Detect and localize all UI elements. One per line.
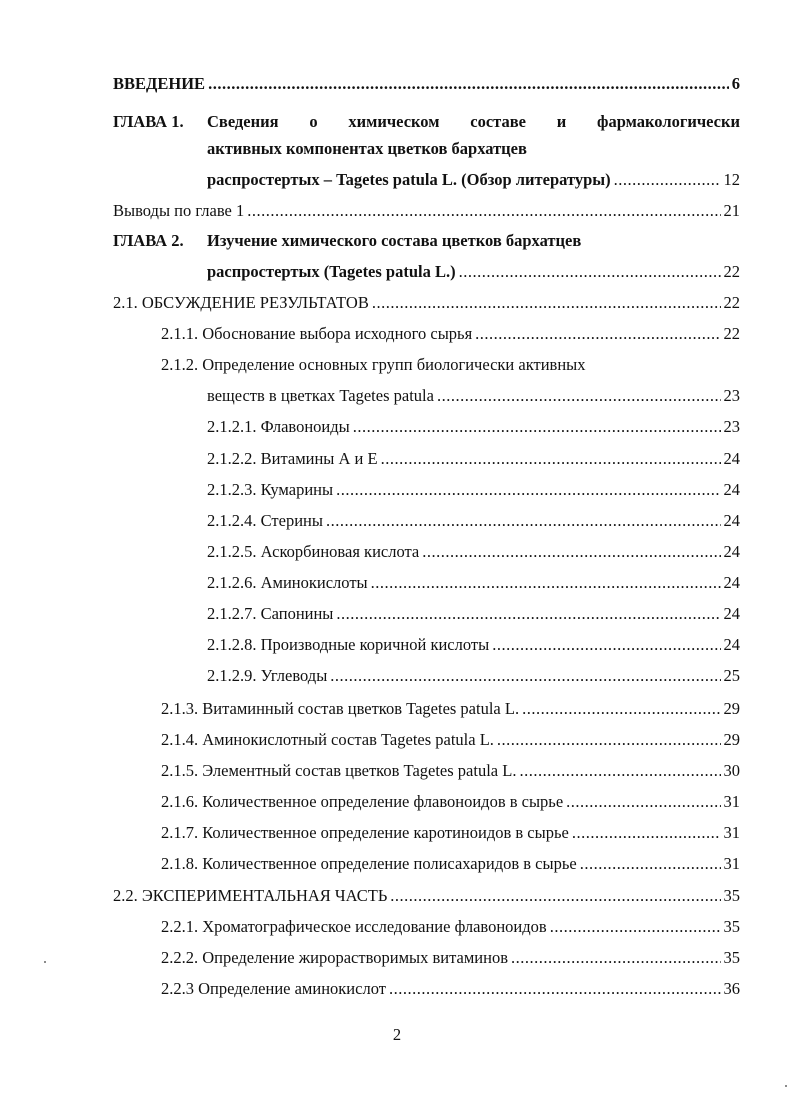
page-number: 2 <box>392 1025 402 1044</box>
toc-entry-title: 2.1.7. Количественное определение каротиноидов в сырье <box>161 823 569 842</box>
toc-entry-title: 2.1. ОБСУЖДЕНИЕ РЕЗУЛЬТАТОВ <box>113 293 369 312</box>
dot-leader <box>326 508 721 534</box>
toc-entry-page: 22 <box>723 262 740 281</box>
toc-entry-page: 21 <box>723 201 740 220</box>
toc-entry-page: 24 <box>723 604 740 623</box>
toc-entry-title: 2.1.2.3. Кумарины <box>207 480 334 499</box>
toc-entry-title: распростертых – Tagetes patula L. (Обзор литературы) <box>207 170 611 189</box>
toc-entry-intro[interactable] <box>0 71 740 97</box>
toc-entry-page: 31 <box>723 792 740 811</box>
toc-entry-page: 35 <box>723 886 740 905</box>
toc-entry-page: 30 <box>723 761 740 780</box>
toc-entry-title: 2.1.2.1. Флавоноиды <box>207 417 350 436</box>
dot-leader <box>371 570 721 596</box>
toc-entry-page: 29 <box>723 699 740 718</box>
toc-entry-page: 24 <box>723 449 740 468</box>
dot-leader <box>389 976 721 1002</box>
toc-entry-page: 24 <box>723 635 740 654</box>
dot-leader <box>497 727 721 753</box>
chapter-label: ГЛАВА 1. <box>113 112 184 131</box>
toc-entry-title: 2.2.1. Хроматографическое исследование флавоноидов <box>161 917 547 936</box>
dot-leader <box>550 914 721 940</box>
toc-entry-chapter-2[interactable] <box>0 259 740 285</box>
toc-entry-section[interactable] <box>0 914 740 940</box>
dot-leader <box>459 259 721 285</box>
toc-entry-section-2-1-2[interactable] <box>0 383 740 409</box>
dot-leader <box>330 663 720 689</box>
toc-entry-page: 24 <box>723 511 740 530</box>
toc-entry-section[interactable] <box>0 820 740 846</box>
toc-entry-subsection[interactable] <box>0 446 740 472</box>
toc-entry-page: 24 <box>723 542 740 561</box>
toc-entry-page: 6 <box>731 74 740 93</box>
toc-entry-page: 24 <box>723 573 740 592</box>
toc-entry-title: 2.1.2.7. Сапонины <box>207 604 334 623</box>
dot-leader <box>519 758 720 784</box>
toc-entry-chapter-1[interactable] <box>0 167 740 193</box>
toc-entry-page: 24 <box>723 480 740 499</box>
toc-entry-title: 2.1.2.5. Аскорбиновая кислота <box>207 542 420 561</box>
toc-entry-title: 2.2. ЭКСПЕРИМЕНТАЛЬНАЯ ЧАСТЬ <box>113 886 388 905</box>
toc-entry-page: 35 <box>723 917 740 936</box>
dot-leader <box>336 601 720 627</box>
toc-entry-page: 36 <box>723 979 740 998</box>
toc-entry-page: 12 <box>723 170 740 189</box>
toc-entry-subsection[interactable] <box>0 663 740 689</box>
toc-entry-title: Выводы по главе 1 <box>113 201 245 220</box>
chapter-title-line: активных компонентах цветков бархатцев <box>207 139 527 158</box>
dot-leader <box>208 71 729 97</box>
toc-entry-section[interactable] <box>0 945 740 971</box>
dot-leader <box>372 290 721 316</box>
toc-chapter-1-heading[interactable] <box>113 107 740 137</box>
toc-entry-title: 2.1.1. Обоснование выбора исходного сырья <box>161 324 473 343</box>
toc-entry-page: 31 <box>723 854 740 873</box>
dot-leader <box>475 321 720 347</box>
dot-leader <box>572 820 721 846</box>
toc-entry-subsection[interactable] <box>0 539 740 565</box>
dot-leader <box>614 167 721 193</box>
toc-entry-page: 23 <box>723 417 740 436</box>
toc-entry-page: 23 <box>723 386 740 405</box>
toc-entry-section[interactable] <box>0 789 740 815</box>
toc-entry-page: 22 <box>723 293 740 312</box>
dot-leader <box>422 539 720 565</box>
toc-entry-title: 2.2.2. Определение жирорастворимых витаминов <box>161 948 508 967</box>
toc-entry-subsection[interactable] <box>0 632 740 658</box>
toc-entry-title: 2.1.5. Элементный состав цветков Tagetes patula L. <box>161 761 517 780</box>
chapter-title-line: Изучение химического состава цветков бархатцев <box>207 231 582 250</box>
toc-entry-page: 22 <box>723 324 740 343</box>
toc-entry-section-2-1-1[interactable] <box>0 321 740 347</box>
toc-entry-title: 2.1.2.8. Производные коричной кислоты <box>207 635 490 654</box>
toc-entry-page: 29 <box>723 730 740 749</box>
dot-leader <box>580 851 721 877</box>
dot-leader <box>381 446 721 472</box>
dot-leader <box>492 632 720 658</box>
toc-entry-page: 35 <box>723 948 740 967</box>
dot-leader <box>522 696 720 722</box>
toc-entry-title: 2.1.4. Аминокислотный состав Tagetes patula L. <box>161 730 494 749</box>
toc-entry-page: 31 <box>723 823 740 842</box>
dot-leader <box>390 883 720 909</box>
toc-entry-subsection[interactable] <box>0 477 740 503</box>
toc-entry-title: 2.1.6. Количественное определение флавоноидов в сырье <box>161 792 564 811</box>
toc-entry-section-2-2[interactable] <box>0 883 740 909</box>
toc-entry-title-line: 2.1.2. Определение основных групп биологически активных <box>161 355 586 374</box>
toc-entry-subsection[interactable] <box>0 414 740 440</box>
scan-speck <box>44 961 46 963</box>
scan-speck <box>785 1085 787 1087</box>
toc-entry-title: распростертых (Tagetes patula L.) <box>207 262 456 281</box>
toc-entry-subsection[interactable] <box>0 570 740 596</box>
dot-leader <box>566 789 720 815</box>
toc-entry-title: 2.1.8. Количественное определение полисахаридов в сырье <box>161 854 577 873</box>
toc-entry-subsection[interactable] <box>0 601 740 627</box>
dot-leader <box>336 477 720 503</box>
toc-entry-title: 2.1.2.9. Углеводы <box>207 666 328 685</box>
toc-entry-title: 2.1.2.2. Витамины А и Е <box>207 449 378 468</box>
toc-entry-title: ВВЕДЕНИЕ <box>113 74 206 93</box>
toc-entry-title: 2.2.3 Определение аминокислот <box>161 979 386 998</box>
toc-entry-title: 2.1.3. Витаминный состав цветков Tagetes patula L. <box>161 699 520 718</box>
dot-leader <box>247 198 720 224</box>
toc-entry-section[interactable] <box>0 851 740 877</box>
toc-entry-section[interactable] <box>0 976 740 1002</box>
dot-leader <box>353 414 721 440</box>
chapter-label: ГЛАВА 2. <box>113 231 184 250</box>
toc-entry-section-2-1[interactable] <box>0 290 740 316</box>
toc-entry-section[interactable] <box>0 696 740 722</box>
toc-entry-section[interactable] <box>0 727 740 753</box>
dot-leader <box>511 945 721 971</box>
toc-entry-page: 25 <box>723 666 740 685</box>
toc-entry-title: 2.1.2.6. Аминокислоты <box>207 573 368 592</box>
dot-leader <box>437 383 721 409</box>
toc-entry-section[interactable] <box>0 758 740 784</box>
toc-entry-title: веществ в цветках Tagetes patula <box>207 386 434 405</box>
toc-entry-title: 2.1.2.4. Стерины <box>207 511 323 530</box>
chapter-title-line: Сведения о химическом составе и фармакологически <box>207 112 740 131</box>
toc-entry-chapter-1-conclusions[interactable] <box>0 198 740 224</box>
toc-entry-subsection[interactable] <box>0 508 740 534</box>
